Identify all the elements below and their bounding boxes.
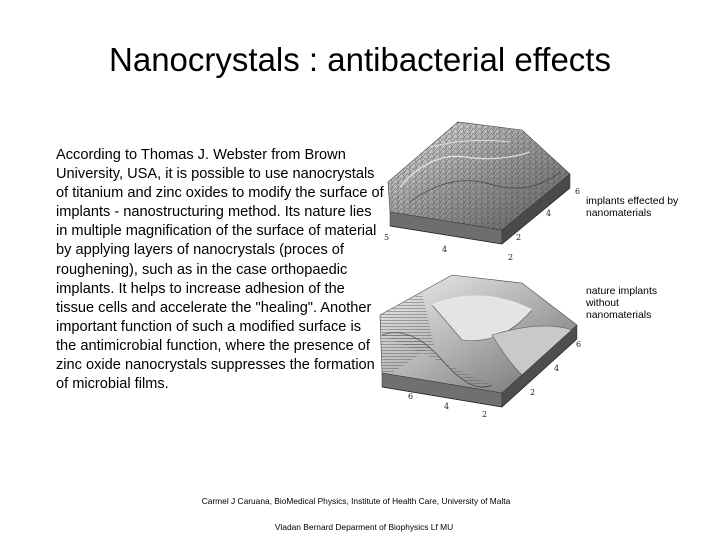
- tick-label: 2: [482, 410, 488, 419]
- tick-label: 6: [576, 340, 582, 349]
- credit-line: Vladan Bernard Deparment of Biophysics Lf MU: [274, 522, 454, 532]
- smooth-surface-icon: [372, 265, 584, 425]
- smooth-surface-plot: [372, 265, 584, 425]
- tick-label: 4: [444, 402, 450, 411]
- tick-label: 4: [554, 364, 560, 373]
- tick-label: 6: [575, 187, 580, 196]
- rough-surface-plot: [370, 112, 580, 262]
- tick-label: 2: [516, 233, 522, 242]
- body-paragraph: According to Thomas J. Webster from Brown University, USA, it is possible to use nanocrystals of titanium and zinc oxides to modify the surface of implants - nanostructuring method. Its nature lies in multiple magnification of the surface of material by applying layers of nanocrystals (proces of roughening), such as in the case orthopaedic implants. It helps to increase adhesion of the tissue cells and accelerate the "healing". Another important function of such a modified surface is the antimicrobial function, where the presence of zinc oxide nanocrystals suppresses the formation of microbial films.: [56, 147, 384, 393]
- credit-line: Carmel J Caruana, BioMedical Physics, Institute of Health Care, University of Malta: [201, 496, 511, 506]
- slide-title: Nanocrystals : antibacterial effects: [109, 41, 611, 78]
- rough-surface-icon: [370, 112, 580, 262]
- annotation-natural-implants: nature implants without nanomaterials: [586, 286, 658, 322]
- annotation-nanomaterial-implants: implants effected by nanomaterials: [586, 196, 679, 220]
- tick-label: 4: [546, 209, 552, 218]
- tick-label: 2: [530, 388, 536, 397]
- tick-label: 6: [408, 392, 414, 401]
- tick-label: 4: [442, 245, 448, 254]
- tick-label: 2: [508, 253, 514, 262]
- tick-label: 5: [384, 233, 390, 242]
